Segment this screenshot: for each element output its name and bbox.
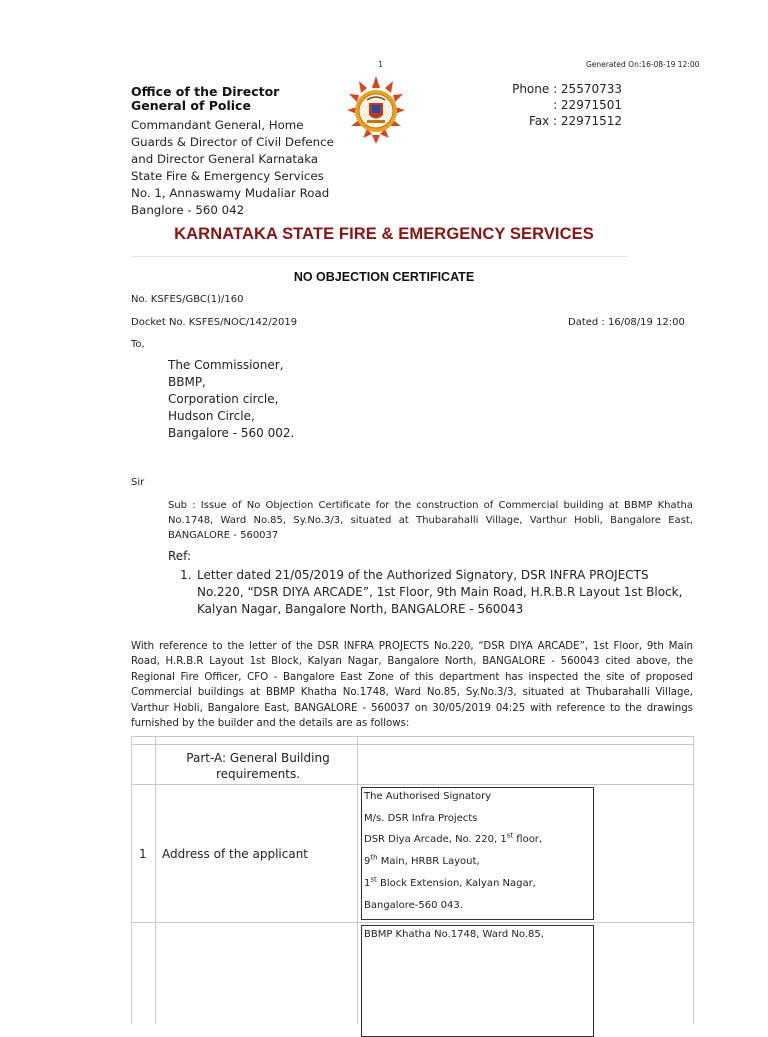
applicant-address-box (361, 787, 594, 920)
table-border (131, 784, 694, 785)
reference-item-text: Letter dated 21/05/2019 of the Authorized Signatory, DSR INFRA PROJECTS No.220, “DSR DIYA ARCADE”, 1st Floor, 9th Main Road, H.R.B.R Layout 1st Block, Kalyan Nagar, Bangalore North, BANGALORE - 560043 (197, 568, 683, 616)
recipient-line: Corporation circle, (168, 392, 279, 406)
fire-services-emblem-icon (345, 76, 407, 146)
office-address-line: Guards & Director of Civil Defence (131, 135, 334, 149)
recipient-line: The Commissioner, (168, 358, 284, 372)
organization-heading: KARNATAKA STATE FIRE & EMERGENCY SERVICES (174, 225, 594, 243)
recipient-line: Hudson Circle, (168, 409, 255, 423)
subject-line: Sub : Issue of No Objection Certificate for the construction of Commercial building at BBMP Khatha No.1748, Ward No.85, Sy.No.3/3, situated at Thubarahalli Village, Varthur Hobli, Bangalore East, BANGALORE - 560037 (168, 500, 693, 541)
office-address-line: Banglore - 560 042 (131, 203, 245, 217)
table-border (131, 744, 694, 745)
divider (131, 256, 628, 257)
generated-timestamp: Generated On:16-08-19 12:00 (586, 60, 700, 69)
table-border (155, 736, 156, 1024)
recipient-address (168, 357, 294, 442)
applicant-address-line: Bangalore-560 043. (364, 900, 463, 911)
office-address-line: State Fire & Emergency Services (131, 169, 324, 183)
table-border (131, 736, 132, 1024)
table-border (131, 922, 694, 923)
applicant-address-line: DSR Diya Arcade, No. 220, 1st floor, (364, 831, 543, 845)
body-paragraph: With reference to the letter of the DSR INFRA PROJECTS No.220, “DSR DIYA ARCADE”, 1st Floor, 9th Main Road, H.R.B.R Layout 1st Block, Kalyan Nagar, Bangalore North, BANGALORE - 560043 cited above, the Regional Fire Officer, CFO - Bangalore East Zone of this department has inspected the site of proposed Commercial buildings at BBMP Khatha No.1748, Ward No.85, Sy.No.3/3, situated at Thubarahalli Village, Varthur Hobli, Bangalore East, BANGALORE - 560037 on 30/05/2019 04:25 with reference to the drawings furnished by the builder and the details are as follows: (131, 641, 693, 730)
office-address-line: and Director General Karnataka (131, 152, 319, 166)
docket-number: Docket No. KSFES/NOC/142/2019 (131, 317, 298, 328)
table-border (357, 736, 358, 1024)
applicant-address-line: 9th Main, HRBR Layout, (364, 853, 480, 867)
phone-number-2: : 22971501 (553, 98, 622, 112)
office-address-line: No. 1, Annaswamy Mudaliar Road (131, 186, 330, 200)
date-issued: Dated : 16/08/19 12:00 (568, 317, 685, 328)
reference-number: No. KSFES/GBC(1)/160 (131, 294, 244, 305)
contact-block (500, 81, 622, 129)
table-border (693, 736, 694, 1024)
site-address-box (361, 925, 594, 1037)
table-row-number: 1 (139, 847, 147, 861)
office-title-line: Office of the Director (131, 84, 280, 99)
applicant-address-line: The Authorised Signatory (364, 791, 492, 802)
salutation: Sir (131, 477, 145, 488)
recipient-line: BBMP, (168, 375, 206, 389)
fax-number: Fax : 22971512 (528, 114, 622, 128)
ref-label: Ref: (168, 549, 192, 563)
certificate-title: NO OBJECTION CERTIFICATE (293, 270, 475, 284)
phone-number: Phone : 25570733 (512, 82, 622, 96)
office-title-line: General of Police (131, 98, 251, 113)
office-title (131, 85, 279, 113)
applicant-address-line: M/s. DSR Infra Projects (364, 813, 478, 824)
table-border (131, 736, 694, 737)
reference-item-number: 1. (180, 568, 192, 582)
table-section-header: Part-A: General Building requirements. (186, 751, 330, 781)
applicant-address-line: 1st Block Extension, Kalyan Nagar, (364, 875, 536, 889)
recipient-line: Bangalore - 560 002. (168, 426, 295, 440)
page-number: 1 (378, 60, 384, 69)
to-label: To, (131, 339, 145, 350)
table-row-label: Address of the applicant (162, 847, 309, 861)
office-address-line: Commandant General, Home (131, 118, 304, 132)
site-address-line: BBMP Khatha No.1748, Ward No.85, (364, 929, 544, 940)
office-address (131, 117, 334, 219)
